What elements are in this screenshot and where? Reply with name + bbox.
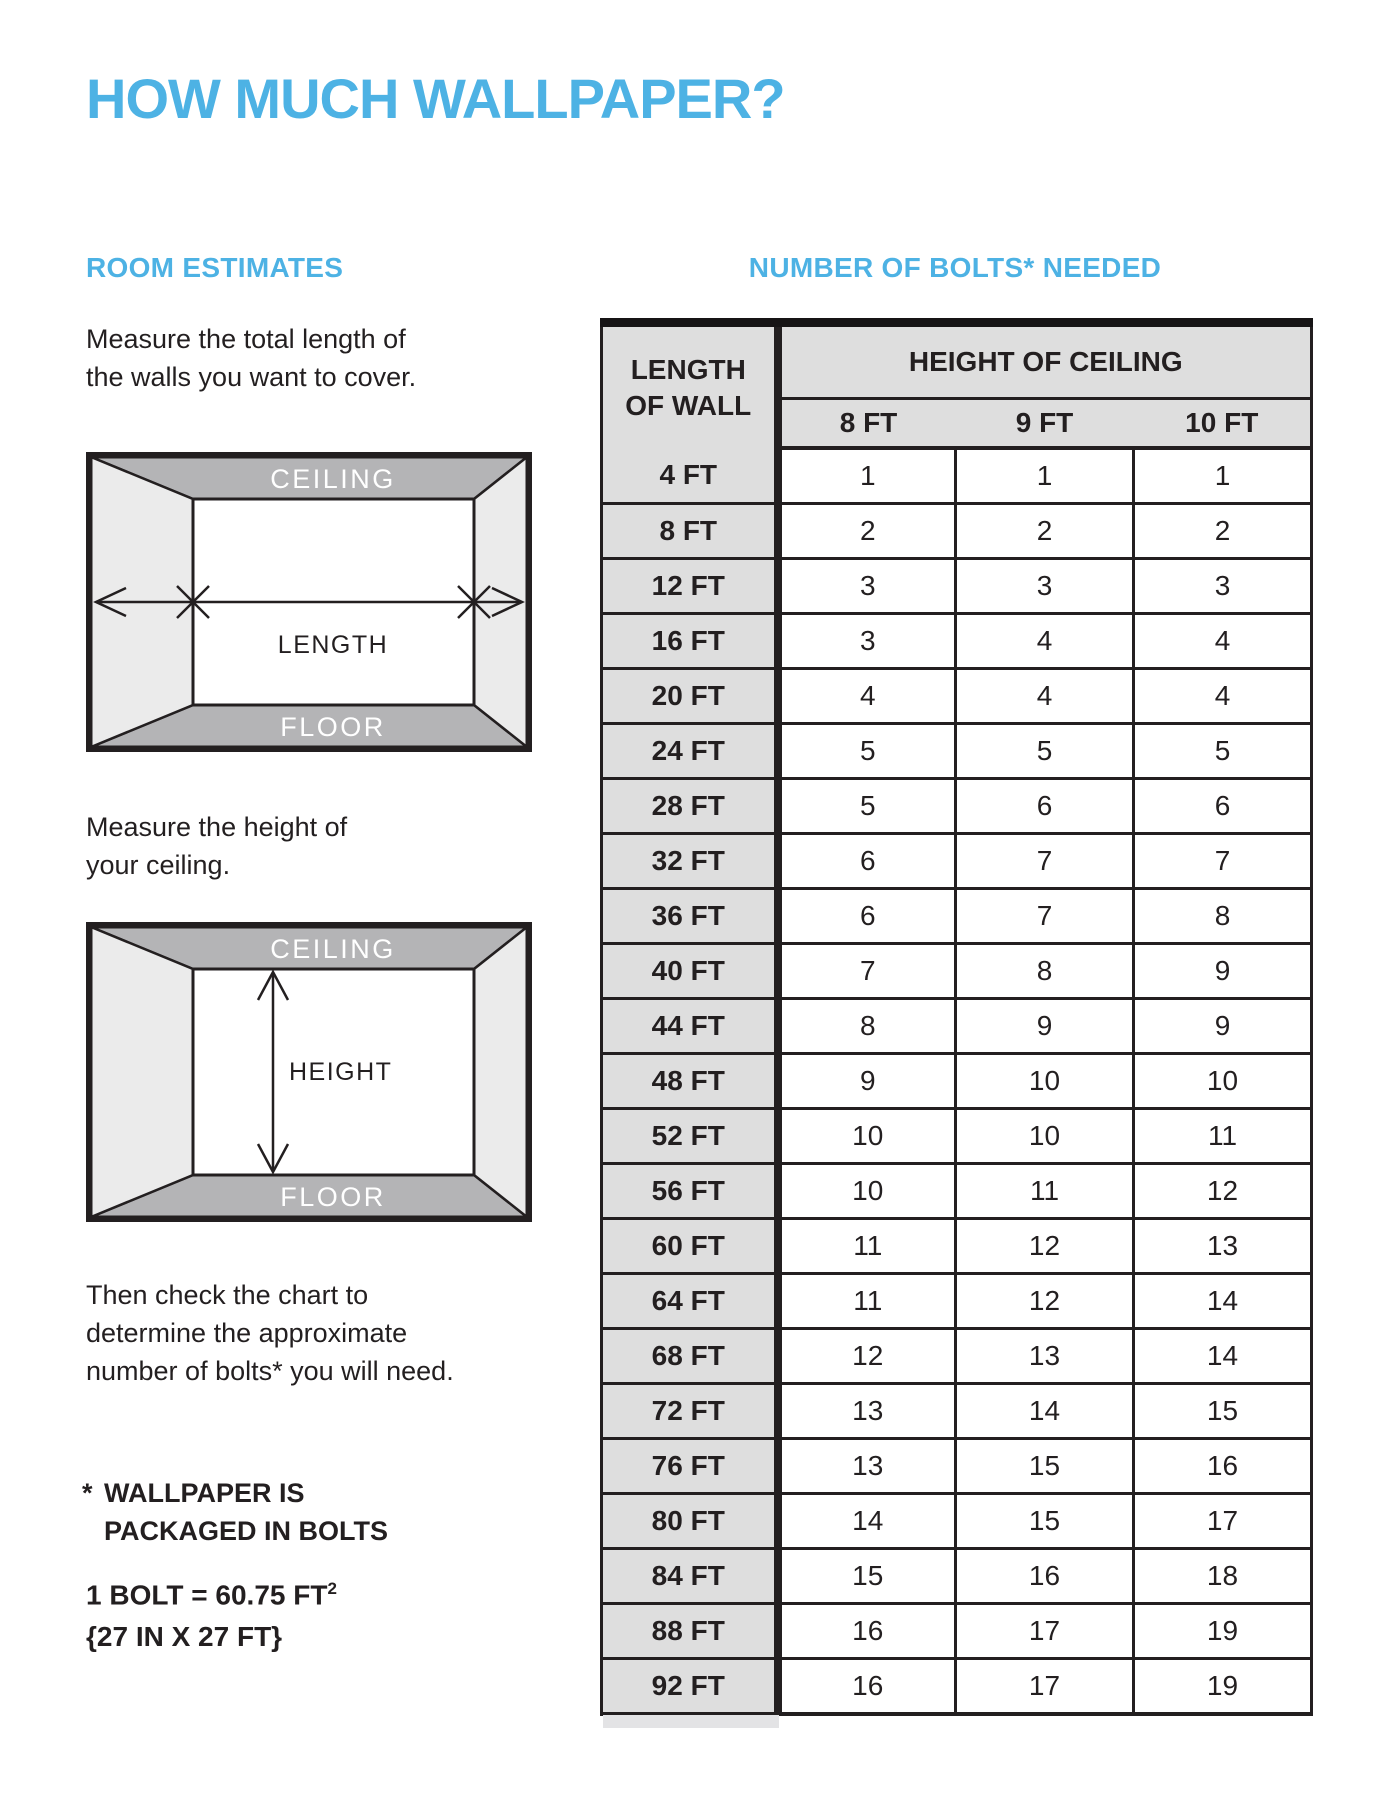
- table-row: [602, 669, 1312, 724]
- footnote-asterisk: *: [82, 1478, 93, 1508]
- bolts-table-body: [602, 448, 1312, 1714]
- wall-length-cell: 8 FT: [602, 504, 778, 559]
- wall-length-cell: 24 FT: [602, 724, 778, 779]
- floor-label: FLOOR: [280, 1182, 386, 1212]
- bolt-count-cell: 3: [778, 614, 956, 669]
- bolt-count-cell: 6: [778, 889, 956, 944]
- bolt-count-cell: 19: [1134, 1659, 1312, 1715]
- bolt-count-cell: 11: [778, 1274, 956, 1329]
- bolt-count-cell: 15: [778, 1549, 956, 1604]
- right-wall: [474, 927, 527, 1217]
- bolt-count-cell: 7: [956, 889, 1134, 944]
- bolt-count-cell: 5: [778, 779, 956, 834]
- bolt-count-cell: 2: [778, 504, 956, 559]
- bolt-count-cell: 2: [1134, 504, 1312, 559]
- col-header-9ft: 9 FT: [956, 399, 1134, 449]
- wall-length-cell: 32 FT: [602, 834, 778, 889]
- wall-length-cell: 44 FT: [602, 999, 778, 1054]
- table-row: [602, 1329, 1312, 1384]
- bolt-count-cell: 8: [778, 999, 956, 1054]
- bolt-count-cell: 8: [956, 944, 1134, 999]
- table-row: [602, 614, 1312, 669]
- table-row: [602, 1494, 1312, 1549]
- bolt-count-cell: 1: [778, 448, 956, 504]
- table-row: [602, 944, 1312, 999]
- table-row: [602, 559, 1312, 614]
- room-estimates-heading: ROOM ESTIMATES: [86, 252, 344, 283]
- bolt-count-cell: 4: [778, 669, 956, 724]
- table-row: [602, 1219, 1312, 1274]
- wall-length-cell: 52 FT: [602, 1109, 778, 1164]
- table-row: [602, 504, 1312, 559]
- bolt-equation: 1 BOLT = 60.75 $FT^2$: [86, 1579, 337, 1611]
- bolts-needed-heading: NUMBER OF BOLTS* NEEDED: [748, 252, 1162, 283]
- bolt-count-cell: 13: [778, 1439, 956, 1494]
- bolt-dimensions: {27 IN X 27 FT}: [86, 1621, 283, 1653]
- bolt-count-cell: 10: [1134, 1054, 1312, 1109]
- bolts-needed-table: [600, 318, 1313, 1716]
- wall-length-cell: 76 FT: [602, 1439, 778, 1494]
- table-row: [602, 779, 1312, 834]
- bolt-count-cell: 7: [778, 944, 956, 999]
- bolt-count-cell: 1: [956, 448, 1134, 504]
- bolt-count-cell: 14: [778, 1494, 956, 1549]
- step2-instructions: [86, 808, 347, 884]
- table-row: [602, 1274, 1312, 1329]
- bolt-count-cell: 5: [778, 724, 956, 779]
- table-row: [602, 1164, 1312, 1219]
- step2-line2: your ceiling.: [86, 850, 231, 880]
- bolt-count-cell: 13: [778, 1384, 956, 1439]
- table-row: [602, 724, 1312, 779]
- bolt-count-cell: 12: [956, 1219, 1134, 1274]
- ceiling-label: CEILING: [270, 464, 396, 494]
- bolt-count-cell: 6: [778, 834, 956, 889]
- bolt-count-cell: 16: [956, 1549, 1134, 1604]
- table-bottom-strip: [603, 1715, 779, 1728]
- wall-length-cell: 72 FT: [602, 1384, 778, 1439]
- bolt-count-cell: 13: [1134, 1219, 1312, 1274]
- table-row: [602, 1384, 1312, 1439]
- page-title: HOW MUCH WALLPAPER?: [86, 67, 785, 130]
- bolt-count-cell: 4: [956, 614, 1134, 669]
- wall-length-cell: 92 FT: [602, 1659, 778, 1715]
- bolt-count-cell: 9: [1134, 944, 1312, 999]
- footnote-text: [104, 1474, 388, 1550]
- table-row: [602, 1604, 1312, 1659]
- bolt-count-cell: 9: [778, 1054, 956, 1109]
- wall-length-cell: 60 FT: [602, 1219, 778, 1274]
- bolt-count-cell: 17: [1134, 1494, 1312, 1549]
- wall-length-cell: 36 FT: [602, 889, 778, 944]
- bolt-count-cell: 1: [1134, 448, 1312, 504]
- table-row: [602, 999, 1312, 1054]
- step3-line3: number of bolts* you will need.: [86, 1356, 454, 1386]
- col-header-8ft: 8 FT: [778, 399, 956, 449]
- wall-length-cell: 48 FT: [602, 1054, 778, 1109]
- wall-length-cell: 80 FT: [602, 1494, 778, 1549]
- bolt-count-cell: 10: [956, 1054, 1134, 1109]
- footnote-line1: WALLPAPER IS: [104, 1478, 305, 1508]
- bolt-count-cell: 2: [956, 504, 1134, 559]
- length-of-wall-header: LENGTH OF WALL: [602, 323, 778, 449]
- bolt-count-cell: 3: [1134, 559, 1312, 614]
- bolt-count-cell: 12: [956, 1274, 1134, 1329]
- step3-line1: Then check the chart to: [86, 1280, 369, 1310]
- bolt-count-cell: 11: [778, 1219, 956, 1274]
- length-room-diagram: [86, 452, 532, 752]
- bolt-count-cell: 7: [1134, 834, 1312, 889]
- bolt-count-cell: 15: [956, 1494, 1134, 1549]
- wall-length-cell: 40 FT: [602, 944, 778, 999]
- bolt-count-cell: 3: [956, 559, 1134, 614]
- bolt-count-cell: 11: [956, 1164, 1134, 1219]
- table-row: [602, 1549, 1312, 1604]
- bolt-count-cell: 12: [778, 1329, 956, 1384]
- height-room-diagram: [86, 922, 532, 1222]
- bolt-count-cell: 16: [778, 1604, 956, 1659]
- bolt-count-cell: 9: [956, 999, 1134, 1054]
- table-row: [602, 889, 1312, 944]
- wall-length-cell: 88 FT: [602, 1604, 778, 1659]
- wall-length-cell: 64 FT: [602, 1274, 778, 1329]
- col-header-10ft: 10 FT: [1134, 399, 1312, 449]
- bolt-count-cell: 4: [1134, 614, 1312, 669]
- table-row: [602, 1439, 1312, 1494]
- wall-length-cell: 16 FT: [602, 614, 778, 669]
- bolt-count-cell: 14: [1134, 1274, 1312, 1329]
- table-row: [602, 448, 1312, 504]
- bolt-count-cell: 15: [1134, 1384, 1312, 1439]
- step1-instructions: [86, 320, 416, 396]
- table-row: [602, 1659, 1312, 1715]
- bolt-count-cell: 10: [956, 1109, 1134, 1164]
- ceiling-label: CEILING: [270, 934, 396, 964]
- step3-instructions: [86, 1276, 454, 1390]
- height-of-ceiling-header: HEIGHT OF CEILING: [778, 323, 1312, 399]
- bolt-count-cell: 5: [1134, 724, 1312, 779]
- wall-length-cell: 4 FT: [602, 448, 778, 504]
- bolt-count-cell: 4: [1134, 669, 1312, 724]
- bolt-count-cell: 8: [1134, 889, 1312, 944]
- step3-line2: determine the approximate: [86, 1318, 408, 1348]
- bolt-count-cell: 15: [956, 1439, 1134, 1494]
- bolt-count-cell: 17: [956, 1659, 1134, 1715]
- bolt-count-cell: 17: [956, 1604, 1134, 1659]
- bolt-count-cell: 14: [1134, 1329, 1312, 1384]
- bolt-count-cell: 12: [1134, 1164, 1312, 1219]
- length-label: LENGTH: [277, 631, 389, 659]
- bolt-count-cell: 6: [1134, 779, 1312, 834]
- step2-line1: Measure the height of: [86, 812, 348, 842]
- footnote-line2: PACKAGED IN BOLTS: [104, 1516, 389, 1546]
- wall-length-cell: 84 FT: [602, 1549, 778, 1604]
- bolts-footnote: [82, 1474, 388, 1550]
- bolt-count-cell: 13: [956, 1329, 1134, 1384]
- bolt-count-cell: 19: [1134, 1604, 1312, 1659]
- wall-length-cell: 28 FT: [602, 779, 778, 834]
- table-row: [602, 1054, 1312, 1109]
- wall-length-cell: 68 FT: [602, 1329, 778, 1384]
- bolt-count-cell: 3: [778, 559, 956, 614]
- bolt-count-cell: 9: [1134, 999, 1312, 1054]
- squared-exponent: 2: [327, 1579, 337, 1598]
- bolt-count-cell: 10: [778, 1164, 956, 1219]
- bolt-count-cell: 5: [956, 724, 1134, 779]
- left-wall: [91, 927, 193, 1217]
- wall-length-cell: 12 FT: [602, 559, 778, 614]
- bolt-count-cell: 16: [778, 1659, 956, 1715]
- bolt-count-cell: 11: [1134, 1109, 1312, 1164]
- wall-length-cell: 20 FT: [602, 669, 778, 724]
- height-label: HEIGHT: [289, 1058, 393, 1086]
- bolt-count-cell: 4: [956, 669, 1134, 724]
- table-row: [602, 1109, 1312, 1164]
- step1-line2: the walls you want to cover.: [86, 362, 417, 392]
- bolt-count-cell: 14: [956, 1384, 1134, 1439]
- wall-length-cell: 56 FT: [602, 1164, 778, 1219]
- bolt-count-cell: 18: [1134, 1549, 1312, 1604]
- bolt-count-cell: 7: [956, 834, 1134, 889]
- bolt-count-cell: 10: [778, 1109, 956, 1164]
- bolt-count-cell: 6: [956, 779, 1134, 834]
- bolt-size-info: [86, 1568, 337, 1658]
- step1-line1: Measure the total length of: [86, 324, 406, 354]
- floor-label: FLOOR: [280, 712, 386, 742]
- table-row: [602, 834, 1312, 889]
- bolt-count-cell: 16: [1134, 1439, 1312, 1494]
